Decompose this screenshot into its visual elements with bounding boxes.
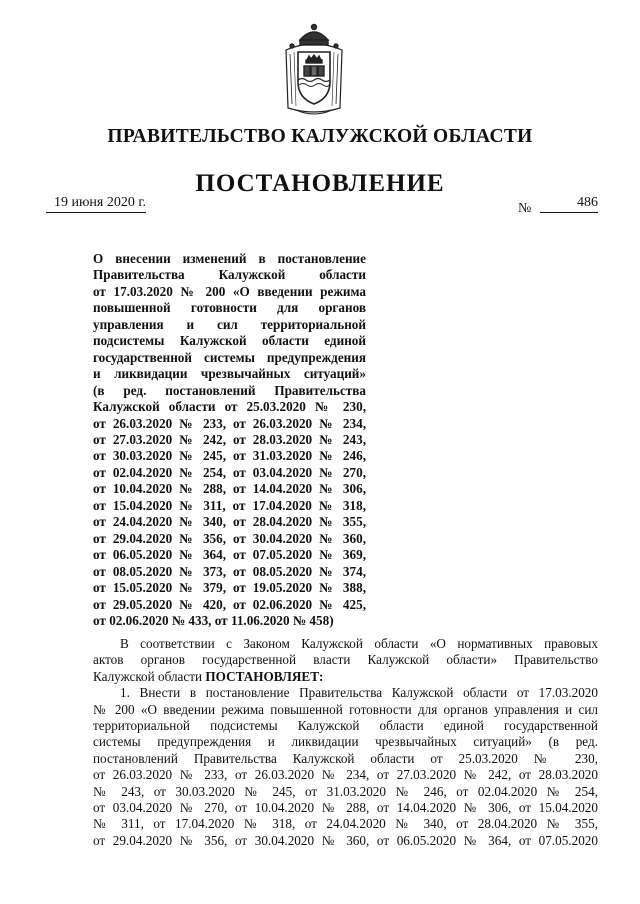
- paragraph-line: системы предупреждения и ликвидации чрезвычайных ситуаций» (в ред.: [93, 734, 598, 750]
- subject-line: от 02.06.2020 № 433, от 11.06.2020 № 458): [93, 612, 334, 628]
- subject-line: от 26.03.2020 № 233, от 26.03.2020 № 234,: [93, 415, 366, 431]
- subject-line: от 29.05.2020 № 420, от 02.06.2020 № 425,: [93, 596, 366, 612]
- paragraph-line: от 26.03.2020 № 233, от 26.03.2020 № 234, от 27.03.2020 № 242, от 28.03.2020: [93, 767, 598, 783]
- paragraph-line: 1. Внести в постановление Правительства Калужской области от 17.03.2020: [120, 685, 598, 701]
- subject-line: от 02.04.2020 № 254, от 03.04.2020 № 270,: [93, 464, 366, 480]
- subject-line: государственной системы предупреждения: [93, 349, 366, 365]
- document-subject: [93, 251, 366, 629]
- subject-line: повышенной готовности для органов: [93, 300, 366, 316]
- subject-line: от 24.04.2020 № 340, от 28.04.2020 № 355,: [93, 514, 366, 530]
- subject-line: от 27.03.2020 № 242, от 28.03.2020 № 243,: [93, 431, 366, 447]
- document-body: [93, 636, 598, 849]
- paragraph-line: постановлений Правительства Калужской области от 25.03.2020 № 230,: [93, 750, 598, 766]
- document-type: ПОСТАНОВЛЕНИЕ: [195, 170, 445, 197]
- subject-line: Калужской области от 25.03.2020 № 230,: [93, 399, 366, 415]
- preamble-line: [93, 669, 598, 685]
- paragraph-line: № 200 «О введении режима повышенной готовности для органов управления и сил: [93, 701, 598, 717]
- subject-line: О внесении изменений в постановление: [93, 251, 366, 266]
- subject-line: и ликвидации чрезвычайных ситуаций»: [93, 366, 366, 382]
- subject-line: от 06.05.2020 № 364, от 07.05.2020 № 369,: [93, 547, 366, 563]
- subject-line: от 10.04.2020 № 288, от 14.04.2020 № 306,: [93, 481, 366, 497]
- government-title: ПРАВИТЕЛЬСТВО КАЛУЖСКОЙ ОБЛАСТИ: [107, 126, 533, 147]
- paragraph-line: территориальной подсистемы Калужской области единой государственной: [93, 718, 598, 734]
- preamble-line: актов органов государственной власти Калужской области» Правительство: [93, 652, 598, 668]
- document-number-label: №: [518, 201, 532, 216]
- subject-line: подсистемы Калужской области единой: [93, 333, 366, 349]
- subject-line: от 29.04.2020 № 356, от 30.04.2020 № 360,: [93, 530, 366, 546]
- preamble-line: В соответствии с Законом Калужской области «О нормативных правовых: [120, 636, 598, 651]
- document-date: 19 июня 2020 г.: [46, 195, 146, 213]
- paragraph-line: № 243, от 30.03.2020 № 245, от 31.03.2020 № 246, от 02.04.2020 № 254,: [93, 783, 598, 799]
- subject-line: управления и сил территориальной: [93, 316, 366, 332]
- preamble-text: Калужской области: [93, 668, 206, 684]
- paragraph-line: от 03.04.2020 № 270, от 10.04.2020 № 288, от 14.04.2020 № 306, от 15.04.2020: [93, 800, 598, 816]
- subject-line: от 30.03.2020 № 245, от 31.03.2020 № 246,: [93, 448, 366, 464]
- resolves-keyword: ПОСТАНОВЛЯЕТ:: [205, 668, 324, 684]
- subject-line: от 15.05.2020 № 379, от 19.05.2020 № 388,: [93, 580, 366, 596]
- subject-line: от 15.04.2020 № 311, от 17.04.2020 № 318,: [93, 497, 366, 513]
- coat-of-arms-icon: [278, 22, 350, 118]
- paragraph-line: от 29.04.2020 № 356, от 30.04.2020 № 360, от 06.05.2020 № 364, от 07.05.2020: [93, 832, 598, 848]
- subject-line: Правительства Калужской области: [93, 267, 366, 283]
- subject-line: от 17.03.2020 № 200 «О введении режима: [93, 283, 366, 299]
- paragraph-line: № 311, от 17.04.2020 № 318, от 24.04.2020 № 340, от 28.04.2020 № 355,: [93, 816, 598, 832]
- document-number: 486: [540, 195, 598, 213]
- subject-line: (в ред. постановлений Правительства: [93, 382, 366, 398]
- subject-line: от 08.05.2020 № 373, от 08.05.2020 № 374,: [93, 563, 366, 579]
